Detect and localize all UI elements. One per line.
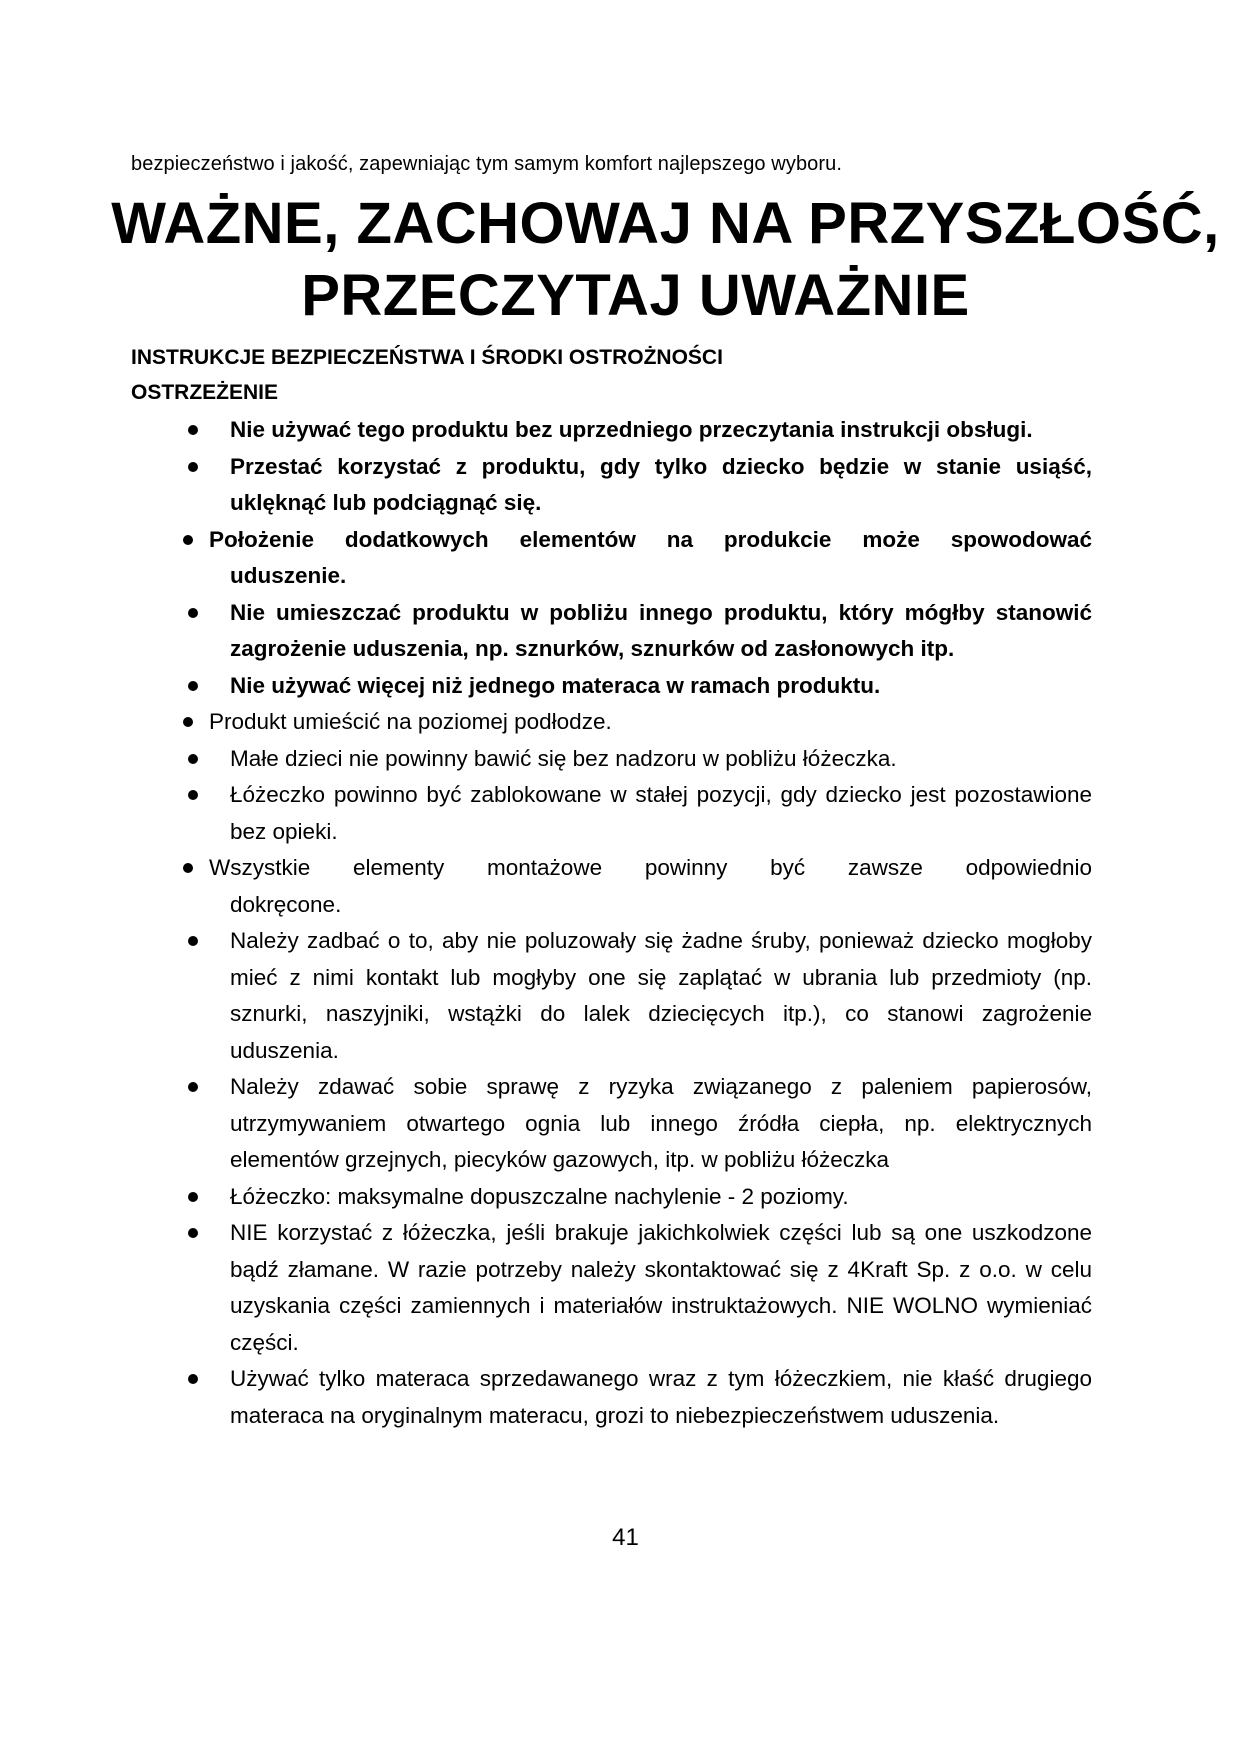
list-item (0, 522, 1092, 595)
list-item-text: Małe dzieci nie powinny bawić się bez nadzoru w pobliżu łóżeczka. (230, 745, 897, 771)
list-item (0, 412, 1092, 449)
bullet-icon (183, 535, 193, 545)
list-item-text: Nie umieszczać produktu w pobliżu innego produktu, który mógłby stanowić zagrożenie uduszenia, np. sznurków, sznurków od zasłonowych itp. (230, 599, 1092, 661)
page-title (0, 188, 1241, 332)
title-line-2: PRZECZYTAJ UWAŻNIE (301, 263, 970, 328)
section-heading: INSTRUKCJE BEZPIECZEŃSTWA I ŚRODKI OSTROŻNOŚCI (131, 346, 723, 369)
list-item-text: Należy zdawać sobie sprawę z ryzyka związanego z paleniem papierosów, utrzymywaniem otwartego ognia lub innego źródła ciepła, np. elektrycznych elementów grzejnych, piecyków gazowych, itp. w pobliżu łóżeczka (230, 1074, 1092, 1172)
bullet-icon (188, 1374, 198, 1384)
bullet-icon (188, 1082, 198, 1092)
bullet-icon (188, 790, 198, 800)
bullet-icon (188, 936, 198, 946)
bullet-icon (183, 863, 193, 873)
list-item-text: Nie używać więcej niż jednego materaca w ramach produktu. (230, 672, 881, 698)
list-item-text: Łóżeczko: maksymalne dopuszczalne nachylenie - 2 poziomy. (230, 1183, 849, 1209)
bullet-icon (188, 681, 198, 691)
list-item-text: Należy zadbać o to, aby nie poluzowały się żadne śruby, ponieważ dziecko mogłoby mieć z nimi kontakt lub mogłyby one się zaplątać w ubrania lub przedmioty (np. sznurki, naszyjniki, wstążki do lalek dziecięcych itp.), co stanowi zagrożenie uduszenia. (230, 928, 1092, 1063)
bullet-icon (188, 1228, 198, 1238)
bullet-icon (188, 462, 198, 472)
list-item-text: Łóżeczko powinno być zablokowane w stałej pozycji, gdy dziecko jest pozostawione bez opieki. (230, 782, 1092, 844)
page-number: 41 (612, 1524, 639, 1551)
list-item-text: Produkt umieścić na poziomej podłodze. (209, 709, 612, 734)
list-item (0, 1069, 1092, 1179)
list-item (0, 704, 1092, 741)
list-item (0, 777, 1092, 850)
list-item-continuation: uduszenie. (230, 563, 347, 588)
list-item (0, 449, 1092, 522)
list-item (0, 1361, 1092, 1434)
list-item (0, 1215, 1092, 1361)
list-item (0, 1179, 1092, 1216)
bullet-icon (188, 754, 198, 764)
list-item (0, 668, 1092, 705)
list-item-text: NIE korzystać z łóżeczka, jeśli brakuje jakichkolwiek części lub są one uszkodzone bądź złamane. W razie potrzeby należy skontaktować się z 4Kraft Sp. z o.o. w celu uzyskania części zamiennych i materiałów instruktażowych. NIE WOLNO wymieniać części. (230, 1220, 1092, 1355)
title-line-1: WAŻNE, ZACHOWAJ NA PRZYSZŁOŚĆ, (111, 191, 1220, 256)
list-item (0, 923, 1092, 1069)
list-item-text: Używać tylko materaca sprzedawanego wraz z tym łóżeczkiem, nie kłaść drugiego materaca na oryginalnym materacu, grozi to niebezpieczeństwem uduszenia. (230, 1366, 1092, 1428)
list-item-text: Położenie dodatkowych elementów na produkcie może spowodować (209, 526, 1092, 552)
bullet-icon (183, 717, 193, 727)
list-item (0, 595, 1092, 668)
warning-heading: OSTRZEŻENIE (131, 381, 279, 404)
bullet-icon (188, 608, 198, 618)
list-item-continuation: dokręcone. (230, 891, 342, 917)
list-item (0, 850, 1092, 923)
list-item (0, 741, 1092, 778)
intro-text: bezpieczeństwo i jakość, zapewniając tym samym komfort najlepszego wyboru. (131, 153, 843, 175)
bullet-icon (188, 1192, 198, 1202)
safety-instructions-list (0, 412, 1241, 1434)
list-item-text: Przestać korzystać z produktu, gdy tylko dziecko będzie w stanie usiąść, uklęknąć lub podciągnąć się. (230, 453, 1092, 515)
list-item-text: Nie używać tego produktu bez uprzedniego przeczytania instrukcji obsługi. (230, 417, 1033, 442)
bullet-icon (188, 425, 198, 435)
list-item-text: Wszystkie elementy montażowe powinny być zawsze odpowiednio (209, 855, 1092, 880)
